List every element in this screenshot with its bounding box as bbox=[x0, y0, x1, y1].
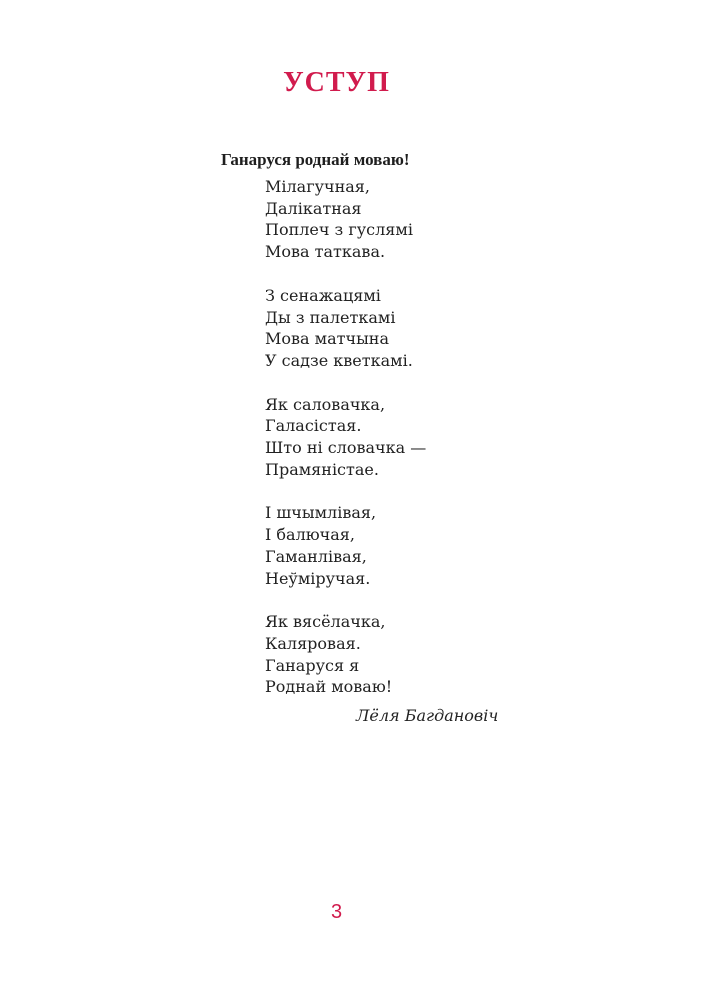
poem-line: Мова таткава. bbox=[265, 242, 386, 262]
stanza-4 bbox=[265, 502, 426, 589]
section-title: УСТУП bbox=[283, 67, 390, 98]
poem-line: З сенажацямі bbox=[265, 285, 381, 305]
poem-body bbox=[265, 176, 426, 720]
stanza-1 bbox=[265, 176, 426, 263]
poem-line: Як вясёлачка, bbox=[265, 612, 386, 632]
stanza-3 bbox=[265, 394, 426, 481]
poem-line: Што ні словачка — bbox=[265, 438, 427, 458]
poem-line: Як саловачка, bbox=[265, 394, 386, 414]
poem-line: Каляровая. bbox=[265, 633, 361, 653]
poem-line: Поплеч з гуслямі bbox=[265, 220, 413, 240]
page-number: 3 bbox=[330, 901, 343, 923]
poem-line: Прамяністае. bbox=[265, 459, 379, 479]
poem-line: Галасістая. bbox=[265, 416, 362, 436]
poem-line: Ганаруся я bbox=[265, 655, 360, 675]
poem-line: У садзе кветкамі. bbox=[265, 350, 413, 370]
stanza-5 bbox=[265, 611, 426, 698]
poem-line: Далікатная bbox=[265, 198, 362, 218]
poem-line: Неўміручая. bbox=[265, 568, 371, 588]
poem-line: Мілагучная, bbox=[265, 177, 370, 196]
poem-line: І шчымлівая, bbox=[265, 503, 377, 523]
poem-title: Ганаруся роднай моваю! bbox=[221, 150, 410, 169]
poem-line: Гаманлівая, bbox=[265, 546, 367, 566]
poem-line: Роднай моваю! bbox=[265, 677, 393, 697]
poem-line: І балючая, bbox=[265, 525, 355, 545]
poem-line: Ды з палеткамі bbox=[265, 307, 396, 327]
poem-author: Лёля Багдановіч bbox=[356, 706, 499, 725]
stanza-2 bbox=[265, 285, 426, 372]
poem-line: Мова матчына bbox=[265, 329, 389, 349]
